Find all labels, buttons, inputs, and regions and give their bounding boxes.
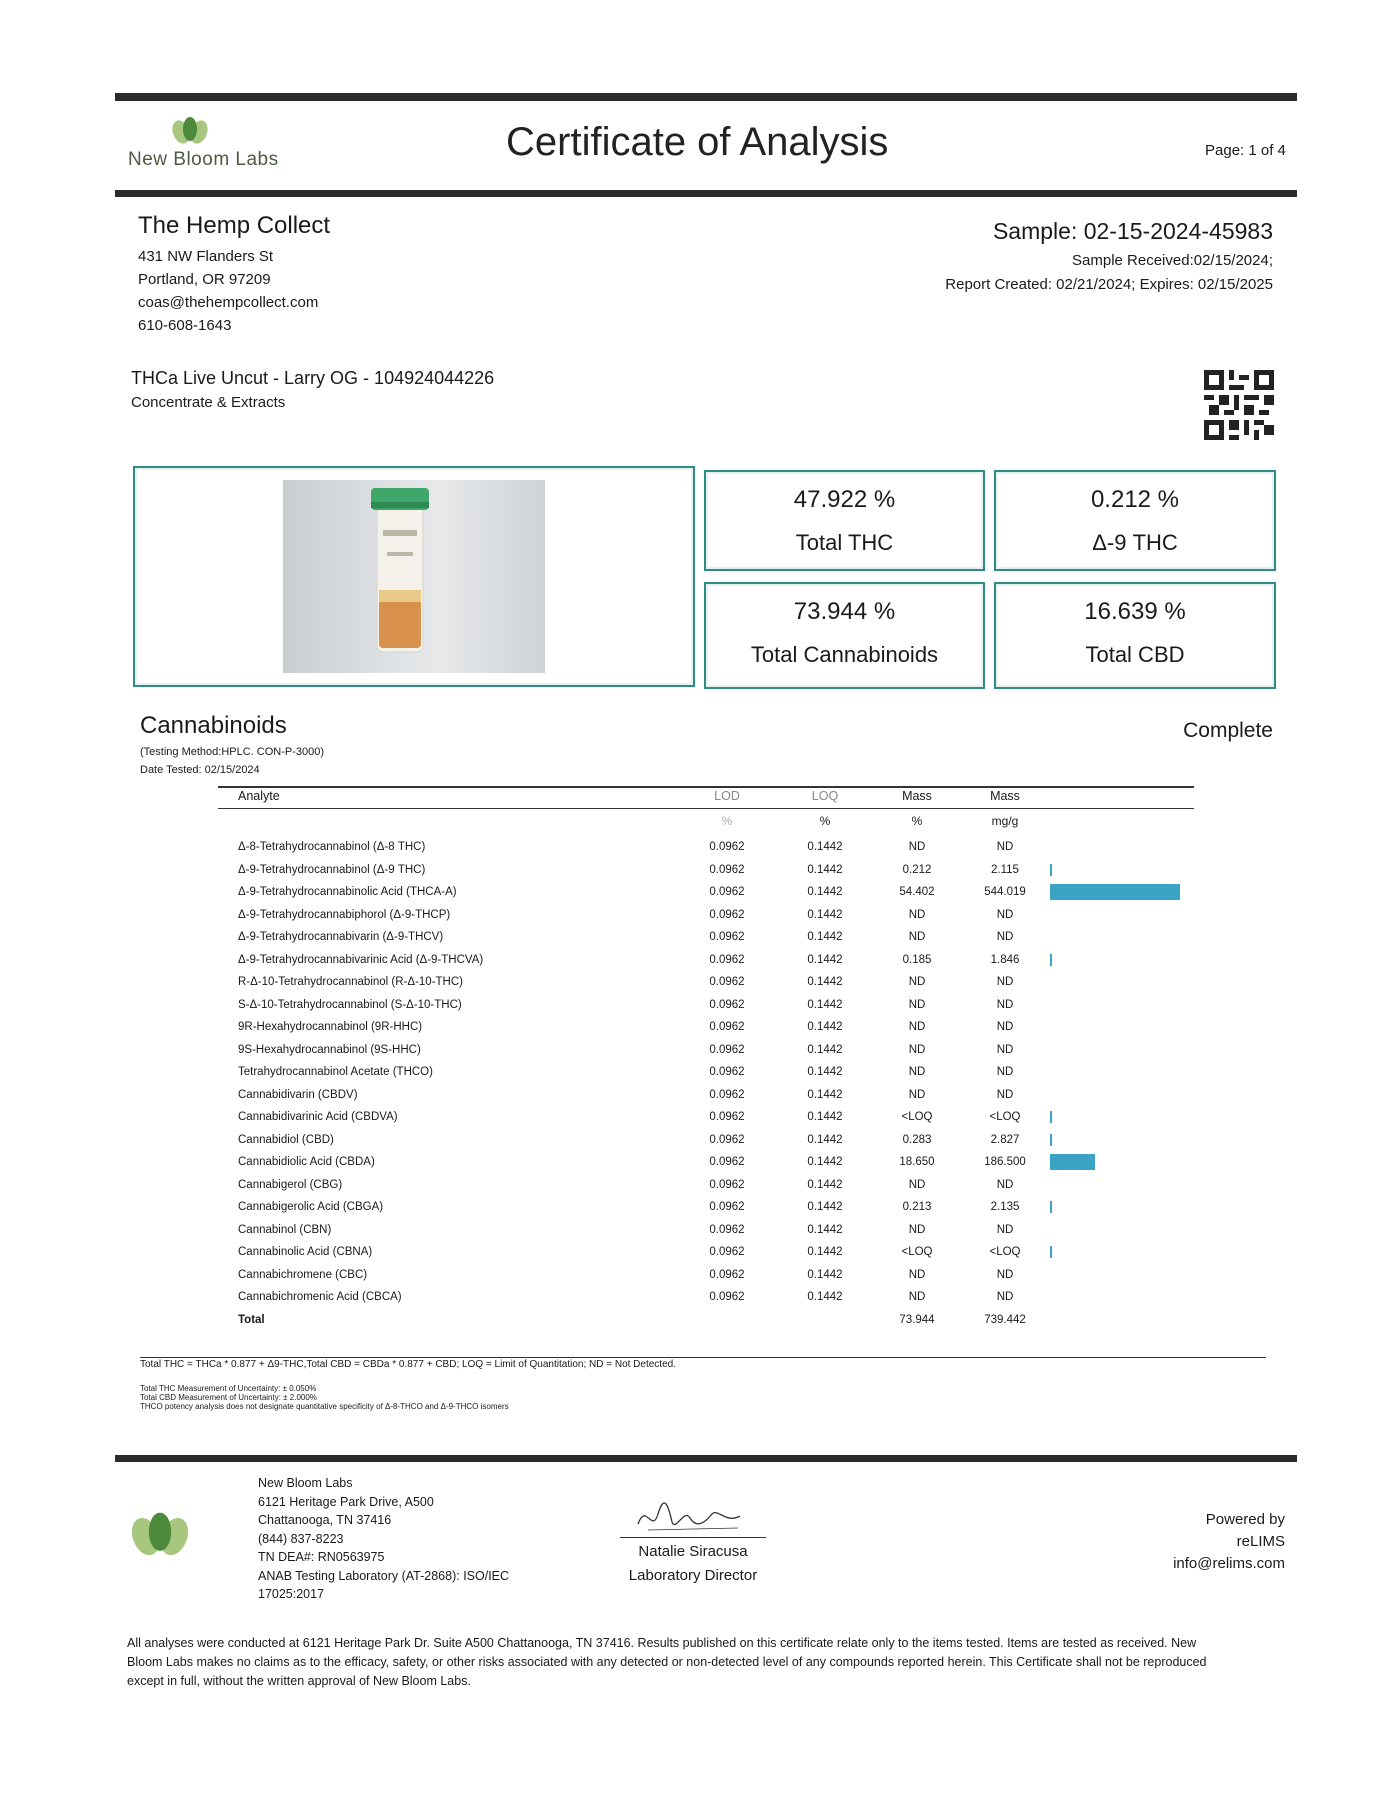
- bar-cell: [1050, 1061, 1194, 1084]
- summary-value: 0.212 %: [1090, 486, 1180, 513]
- table-row: [218, 971, 1194, 994]
- mass-mgg-cell: ND: [996, 1178, 1014, 1191]
- bar-cell: [1050, 994, 1194, 1017]
- unit-cell: %: [911, 814, 923, 828]
- mass-percent-cell: ND: [908, 1291, 926, 1304]
- product-name: THCa Live Uncut - Larry OG - 104924044226: [131, 368, 495, 388]
- mass-percent-cell: ND: [908, 1043, 926, 1056]
- loq-cell: 0.1442: [807, 1156, 843, 1169]
- summary-label: Total Cannabinoids: [750, 642, 939, 667]
- loq-cell: 0.1442: [807, 1088, 843, 1101]
- table-row: [218, 881, 1194, 904]
- mass-mgg-cell: ND: [996, 1291, 1014, 1304]
- loq-cell: 0.1442: [807, 1178, 843, 1191]
- analyte-cell: Δ-9-Tetrahydrocannabinolic Acid (THCA-A): [238, 886, 457, 899]
- mass-percent-cell: ND: [908, 1021, 926, 1034]
- mass-percent-cell: ND: [908, 1223, 926, 1236]
- loq-cell: 0.1442: [807, 1043, 843, 1056]
- footer-lab-info: [258, 1474, 509, 1604]
- table-header-row: [218, 786, 1194, 806]
- lab-logo-text: New Bloom Labs: [128, 149, 279, 170]
- bar-cell: [1050, 1151, 1194, 1174]
- disclaimer: [127, 1634, 1287, 1691]
- top-rule: [115, 93, 1297, 101]
- analyte-cell: Cannabigerolic Acid (CBGA): [238, 1201, 384, 1214]
- client-block: [138, 212, 330, 337]
- bar-cell: [1050, 1241, 1194, 1264]
- mass-percent-cell: ND: [908, 976, 926, 989]
- analyte-cell: Cannabigerol (CBG): [238, 1178, 343, 1191]
- mass-mgg-cell: ND: [996, 998, 1014, 1011]
- sample-id: Sample: 02-15-2024-45983: [992, 218, 1273, 244]
- mass-mgg-cell: ND: [996, 841, 1014, 854]
- loq-cell: 0.1442: [807, 1268, 843, 1281]
- powered-by-email: info@relims.com: [1173, 1555, 1285, 1572]
- table-row: [218, 904, 1194, 927]
- loq-cell: 0.1442: [807, 1021, 843, 1034]
- bar-cell: [1050, 1219, 1194, 1242]
- product-photo-frame: [133, 466, 695, 687]
- bar-tick: [1050, 954, 1052, 966]
- table-row: [218, 1061, 1194, 1084]
- section-title: Cannabinoids: [140, 712, 287, 739]
- signature-line: [620, 1537, 766, 1538]
- unit-cell: %: [819, 814, 831, 828]
- mass-mgg-cell: ND: [996, 1043, 1014, 1056]
- lod-cell: 0.0962: [709, 1088, 745, 1101]
- lod-cell: 0.0962: [709, 1291, 745, 1304]
- analyte-cell: Cannabinolic Acid (CBNA): [238, 1246, 373, 1259]
- lab-info-line: Chattanooga, TN 37416: [258, 1513, 392, 1527]
- client-address-1: 431 NW Flanders St: [138, 248, 274, 265]
- bar-cell: [1050, 904, 1194, 927]
- lod-cell: 0.0962: [709, 931, 745, 944]
- bar-cell: [1050, 949, 1194, 972]
- mass-percent-cell: <LOQ: [901, 1246, 933, 1259]
- bar-cell: [1050, 1129, 1194, 1152]
- mass-mgg-cell: ND: [996, 1268, 1014, 1281]
- note-line: THCO potency analysis does not designate quantitative specificity of Δ-8-THCO and Δ-9-THCO isomers: [140, 1402, 509, 1411]
- lod-cell: 0.0962: [709, 1246, 745, 1259]
- status-badge: Complete: [1183, 719, 1273, 742]
- mass-mgg-cell: 544.019: [984, 886, 1026, 899]
- units-row: [218, 806, 1194, 836]
- bar-cell: [1050, 1106, 1194, 1129]
- column-header: Mass: [902, 789, 932, 803]
- analyte-cell: Cannabinol (CBN): [238, 1223, 332, 1236]
- column-header: Mass: [990, 789, 1020, 803]
- summary-value: 47.922 %: [793, 486, 896, 513]
- bar-cell: [1050, 1016, 1194, 1039]
- lab-info-line: ANAB Testing Laboratory (AT-2868): ISO/IEC: [258, 1568, 510, 1583]
- analyte-cell: Δ-8-Tetrahydrocannabinol (Δ-8 THC): [238, 841, 426, 854]
- bar-tick: [1050, 1246, 1052, 1258]
- lod-cell: 0.0962: [709, 908, 745, 921]
- loq-cell: 0.1442: [807, 841, 843, 854]
- mass-mgg-cell: 2.115: [991, 863, 1019, 876]
- mass-mgg-cell: 1.846: [990, 953, 1020, 966]
- table-row: [218, 1241, 1194, 1264]
- client-phone: 610-608-1643: [138, 317, 232, 334]
- loq-cell: 0.1442: [807, 1291, 843, 1304]
- table-row: [218, 994, 1194, 1017]
- qr-code: [1204, 370, 1274, 445]
- bar-cell: [1050, 971, 1194, 994]
- product-photo: [283, 480, 545, 673]
- lod-cell: 0.0962: [709, 1201, 745, 1214]
- lod-cell: 0.0962: [709, 1066, 745, 1079]
- loq-cell: 0.1442: [807, 1246, 843, 1259]
- mass-percent-cell: ND: [908, 1088, 926, 1101]
- bar-cell: [1050, 1286, 1194, 1309]
- summary-label: Total THC: [795, 530, 894, 555]
- mass-percent-cell: ND: [908, 841, 926, 854]
- table-row: [218, 1039, 1194, 1062]
- lod-cell: 0.0962: [709, 1178, 745, 1191]
- mass-percent-cell: ND: [908, 1178, 926, 1191]
- table-row: [218, 859, 1194, 882]
- analyte-cell: Cannabidiolic Acid (CBDA): [238, 1156, 375, 1169]
- analyte-cell: Δ-9-Tetrahydrocannabinol (Δ-9 THC): [238, 863, 426, 876]
- analyte-cell: Cannabidiol (CBD): [238, 1133, 334, 1146]
- lod-cell: 0.0962: [709, 1156, 745, 1169]
- lod-cell: 0.0962: [709, 953, 745, 966]
- analyte-cell: Cannabichromenic Acid (CBCA): [238, 1291, 402, 1304]
- signer-title: Laboratory Director: [628, 1567, 758, 1584]
- unit-cell: mg/g: [991, 814, 1019, 828]
- table-row: [218, 1151, 1194, 1174]
- analyte-cell: Tetrahydrocannabinol Acetate (THCO): [238, 1066, 433, 1079]
- bar-tick: [1050, 1201, 1052, 1213]
- analyte-cell: R-Δ-10-Tetrahydrocannabinol (R-Δ-10-THC): [238, 976, 463, 989]
- mass-percent-cell: 0.185: [902, 953, 932, 966]
- column-header: LOD: [714, 789, 740, 803]
- table-row: [218, 1219, 1194, 1242]
- mass-mgg-cell: ND: [996, 1066, 1014, 1079]
- column-header: Analyte: [238, 789, 280, 803]
- mass-mgg-cell: 186.500: [984, 1156, 1026, 1169]
- analyte-cell: Cannabichromene (CBC): [238, 1268, 368, 1281]
- client-name: The Hemp Collect: [138, 212, 331, 239]
- signer-name: Natalie Siracusa: [638, 1543, 748, 1560]
- bar-tick: [1050, 1134, 1052, 1146]
- analyte-cell: Δ-9-Tetrahydrocannabivarinic Acid (Δ-9-THCVA): [238, 953, 484, 966]
- powered-by-block: [1065, 1509, 1285, 1575]
- analyte-cell: Δ-9-Tetrahydrocannabivarin (Δ-9-THCV): [238, 931, 444, 944]
- bar-cell: [1050, 859, 1194, 882]
- mass-mgg-cell: ND: [996, 1021, 1014, 1034]
- mass-percent-cell: ND: [908, 931, 926, 944]
- table-footnote: Total THC = THCa * 0.877 + Δ9-THC,Total CBD = CBDa * 0.877 + CBD; LOQ = Limit of Quantitation; ND = Not Detected.: [140, 1359, 676, 1370]
- analyte-cell: 9S-Hexahydrocannabinol (9S-HHC): [238, 1043, 421, 1056]
- mass-percent-cell: ND: [908, 998, 926, 1011]
- column-header: LOQ: [811, 789, 839, 803]
- bar-cell: [1050, 1174, 1194, 1197]
- mass-percent-cell: ND: [908, 1066, 926, 1079]
- client-email: coas@thehempcollect.com: [138, 294, 319, 311]
- mass-mgg-cell: ND: [996, 908, 1014, 921]
- table-row: [218, 836, 1194, 859]
- lab-logo-mark: [170, 116, 210, 151]
- summary-total-cannabinoids: [704, 582, 985, 689]
- mass-mgg-cell: 2.827: [990, 1133, 1020, 1146]
- note-line: Total CBD Measurement of Uncertainty: ± 2.000%: [140, 1393, 317, 1402]
- loq-cell: 0.1442: [807, 1066, 843, 1079]
- bar-cell: [1050, 881, 1194, 904]
- bar: [1050, 884, 1180, 900]
- lod-cell: 0.0962: [709, 1268, 745, 1281]
- sample-block: [753, 218, 1273, 297]
- powered-by-label: Powered by: [1205, 1511, 1285, 1528]
- total-mgg: 739.442: [984, 1313, 1026, 1326]
- summary-delta9-thc: [994, 470, 1276, 571]
- mass-mgg-cell: 2.135: [990, 1201, 1020, 1214]
- lab-info-line: TN DEA#: RN0563975: [258, 1550, 385, 1564]
- mass-mgg-cell: <LOQ: [989, 1111, 1021, 1124]
- lod-cell: 0.0962: [709, 976, 745, 989]
- testing-method: (Testing Method:HPLC. CON-P-3000): [140, 746, 325, 758]
- page-title: Certificate of Analysis: [506, 120, 889, 164]
- total-label: Total: [238, 1313, 265, 1326]
- summary-value: 73.944 %: [793, 598, 896, 625]
- lod-cell: 0.0962: [709, 1111, 745, 1124]
- mass-percent-cell: ND: [908, 908, 926, 921]
- table-row: [218, 1129, 1194, 1152]
- table-row: [218, 926, 1194, 949]
- uncertainty-notes: [140, 1384, 509, 1411]
- table-bottom-rule: [140, 1357, 1266, 1358]
- loq-cell: 0.1442: [807, 1133, 843, 1146]
- sample-received: Sample Received:02/15/2024;: [1072, 252, 1273, 269]
- bar-cell: [1050, 1039, 1194, 1062]
- loq-cell: 0.1442: [807, 1111, 843, 1124]
- lod-cell: 0.0962: [709, 863, 745, 876]
- disclaimer-line: except in full, without the written approval of New Bloom Labs.: [127, 1674, 471, 1688]
- loq-cell: 0.1442: [807, 1223, 843, 1236]
- lod-cell: 0.0962: [709, 1223, 745, 1236]
- summary-total-thc: [704, 470, 985, 571]
- note-line: Total THC Measurement of Uncertainty: ± 0.050%: [140, 1384, 317, 1393]
- table-row: [218, 1106, 1194, 1129]
- date-tested: Date Tested: 02/15/2024: [140, 764, 260, 776]
- loq-cell: 0.1442: [807, 863, 843, 876]
- mass-mgg-cell: <LOQ: [989, 1246, 1021, 1259]
- disclaimer-line: Bloom Labs makes no claims as to the efficacy, safety, or other risks associated with any detected or non-detected level of any compounds reported herein. This Certificate shall not be reproduced: [127, 1655, 1207, 1669]
- loq-cell: 0.1442: [807, 908, 843, 921]
- table-row: [218, 1084, 1194, 1107]
- loq-cell: 0.1442: [807, 953, 843, 966]
- lab-info-line: 17025:2017: [258, 1587, 325, 1601]
- powered-by-name: reLIMS: [1236, 1533, 1285, 1550]
- loq-cell: 0.1442: [807, 976, 843, 989]
- table-row: [218, 1196, 1194, 1219]
- loq-cell: 0.1442: [807, 998, 843, 1011]
- bar-cell: [1050, 1084, 1194, 1107]
- mass-percent-cell: <LOQ: [901, 1111, 933, 1124]
- page-number: Page: 1 of 4: [1205, 142, 1286, 159]
- client-address-2: Portland, OR 97209: [138, 271, 271, 288]
- bar-cell: [1050, 1264, 1194, 1287]
- signature: [628, 1494, 748, 1543]
- unit-cell: %: [721, 814, 733, 828]
- lab-info-line: (844) 837-8223: [258, 1531, 344, 1546]
- table-row: [218, 1264, 1194, 1287]
- loq-cell: 0.1442: [807, 931, 843, 944]
- lod-cell: 0.0962: [709, 841, 745, 854]
- analyte-cell: Cannabidivarin (CBDV): [238, 1088, 358, 1101]
- mass-mgg-cell: ND: [996, 931, 1014, 944]
- summary-total-cbd: [994, 582, 1276, 689]
- lab-info-line: 6121 Heritage Park Drive, A500: [258, 1494, 434, 1509]
- mass-percent-cell: 0.212: [902, 863, 932, 876]
- cannabinoids-table: [218, 786, 1194, 1331]
- mass-mgg-cell: ND: [996, 1223, 1014, 1236]
- lod-cell: 0.0962: [709, 1021, 745, 1034]
- mass-percent-cell: 18.650: [899, 1156, 935, 1169]
- total-row: [218, 1309, 1194, 1332]
- mass-percent-cell: ND: [908, 1268, 926, 1281]
- table-row: [218, 949, 1194, 972]
- loq-cell: 0.1442: [807, 1201, 843, 1214]
- summary-label: Δ-9 THC: [1092, 530, 1178, 555]
- lod-cell: 0.0962: [709, 1133, 745, 1146]
- mass-mgg-cell: ND: [996, 1088, 1014, 1101]
- analyte-cell: 9R-Hexahydrocannabinol (9R-HHC): [238, 1021, 423, 1034]
- mass-percent-cell: 0.283: [902, 1133, 932, 1146]
- bar-tick: [1050, 1111, 1052, 1123]
- disclaimer-line: All analyses were conducted at 6121 Heritage Park Dr. Suite A500 Chattanooga, TN 37416. Results published on this certificate relate only to the items tested. Items are tested as received. New: [127, 1636, 1197, 1650]
- bar-cell: [1050, 836, 1194, 859]
- footer-logo-mark: [128, 1510, 192, 1565]
- header-bottom-rule: [115, 190, 1297, 197]
- bar-tick: [1050, 864, 1052, 876]
- table-row: [218, 1286, 1194, 1309]
- lod-cell: 0.0962: [709, 998, 745, 1011]
- mass-percent-cell: 0.213: [902, 1201, 932, 1214]
- lod-cell: 0.0962: [709, 886, 745, 899]
- bar: [1050, 1154, 1095, 1170]
- lab-info-line: New Bloom Labs: [258, 1476, 353, 1490]
- table-row: [218, 1174, 1194, 1197]
- table-row: [218, 1016, 1194, 1039]
- analyte-cell: S-Δ-10-Tetrahydrocannabinol (S-Δ-10-THC): [238, 998, 462, 1011]
- lod-cell: 0.0962: [709, 1043, 745, 1056]
- bar-cell: [1050, 1196, 1194, 1219]
- mass-percent-cell: 54.402: [899, 886, 935, 899]
- product-category: Concentrate & Extracts: [131, 394, 286, 411]
- analyte-cell: Δ-9-Tetrahydrocannabiphorol (Δ-9-THCP): [238, 908, 451, 921]
- bar-cell: [1050, 926, 1194, 949]
- footer-top-rule: [115, 1455, 1297, 1462]
- summary-value: 16.639 %: [1084, 598, 1186, 625]
- summary-label: Total CBD: [1085, 642, 1185, 667]
- mass-mgg-cell: ND: [996, 976, 1014, 989]
- loq-cell: 0.1442: [807, 886, 843, 899]
- total-percent: 73.944: [899, 1313, 935, 1326]
- report-dates: Report Created: 02/21/2024; Expires: 02/15/2025: [945, 276, 1273, 293]
- analyte-cell: Cannabidivarinic Acid (CBDVA): [238, 1111, 398, 1124]
